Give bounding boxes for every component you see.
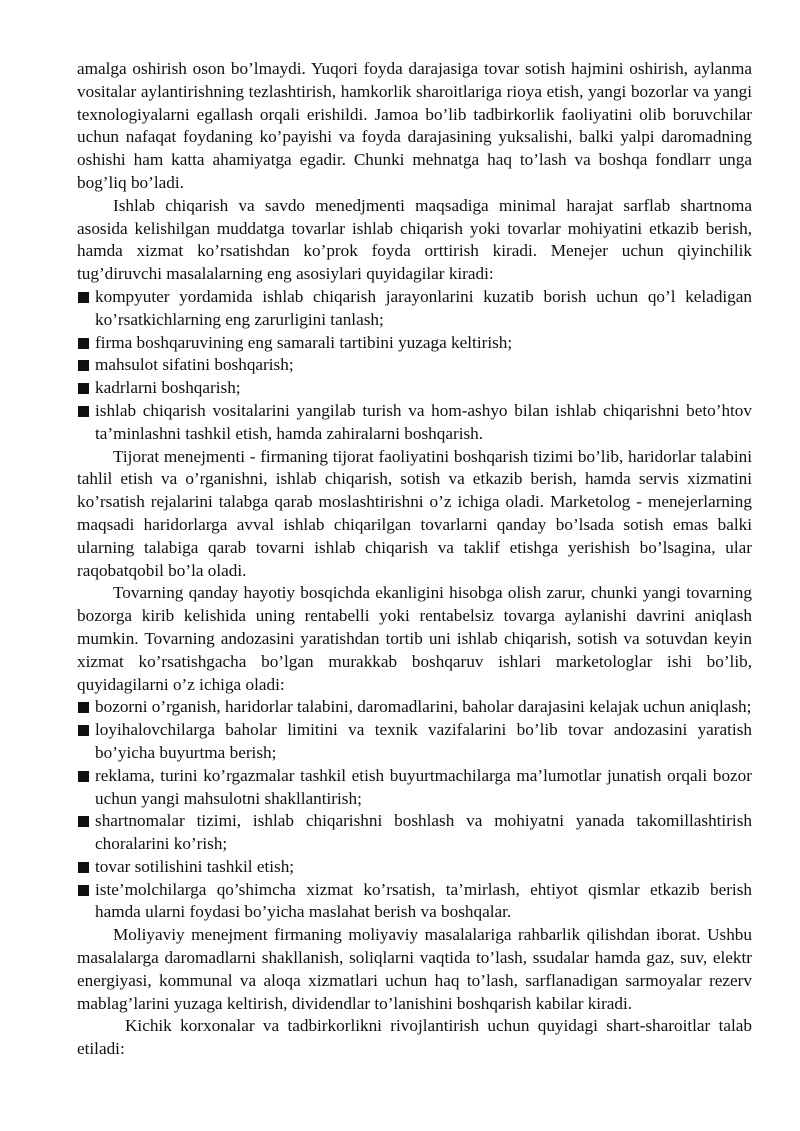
list-item: kadrlarni boshqarish; [77,377,752,400]
document-page [77,58,752,1061]
paragraph-1: amalga oshirish oson bo’lmaydi. Yuqori foyda darajasiga tovar sotish hajmini oshirish, aylanma vositalar aylantirishning tezlashtirish, hamkorlik sharoitlariga rioya etish, yangi bozorlar va yangi texnologiyalarni egallash orqali erishildi. Jamoa bo’lib tadbirkorlik faoliyatini olib boruvchilar uchun nafaqat foydaning ko’payishi va foyda darajasining yuksalishi, balki yalpi daromadning oshishi ham katta ahamiyatga egadir. Chunki mehnatga haq to’lash va boshqa fondlarr unga bog’liq bo’ladi. [77,59,752,192]
list-item: reklama, turini ko’rgazmalar tashkil etish buyurtmachilarga ma’lumotlar junatish orqali bozor uchun yangi mahsulotni shakllantirish; [77,765,752,811]
list-item: kompyuter yordamida ishlab chiqarish jarayonlarini kuzatib borish uchun qo’l keladigan ko’rsatkichlarning eng zarurligini tanlash; [77,286,752,332]
square-bullet-icon [78,885,89,896]
list-item: firma boshqaruvining eng samarali tartibini yuzaga keltirish; [77,332,752,355]
square-bullet-icon [78,862,89,873]
paragraph-6: Kichik korxonalar va tadbirkorlikni rivojlantirish uchun quyidagi shart-sharoitlar talab etiladi: [77,1016,752,1059]
list-item: loyihalovchilarga baholar limitini va texnik vazifalarini bo’lib tovar andozasini yaratish bo’yicha buyurtma berish; [77,719,752,765]
paragraph-2: Ishlab chiqarish va savdo menedjmenti maqsadiga minimal harajat sarflab shartnoma asosida kelishilgan muddatga tovarlar ishlab chiqarish yoki tovarlar mohiyatini etkazib berish, hamda xizmat ko’rsatishdan ko’prok foyda orttirish kiradi. Menejer uchun qiyinchilik tug’diruvchi masalalarning eng asosiylari quyidagilar kiradi: [77,195,752,284]
bullet-list-1 [77,286,752,446]
list-item: tovar sotilishini tashkil etish; [77,856,752,879]
paragraph-5: Moliyaviy menejment firmaning moliyaviy masalalariga rahbarlik qilishdan iborat. Ushbu masalalarga daromadlarni shakllanish, soliqlarni vaqtida to’lash, ssudalar hamda gaz, suv, elektr energiyasi, kommunal va aloqa xizmatlari uchun haq to’lash, sarflanadigan sarmoyalar rezerv mablag’larini yuzaga keltirish, dividendlar to’lanishini boshqarish kabilar kiradi. [77,925,752,1013]
square-bullet-icon [78,725,89,736]
paragraph-4: Tovarning qanday hayotiy bosqichda ekanligini hisobga olish zarur, chunki yangi tovarning bozorga kirib kelishida uning rentabelli yoki rentabelsiz tovarga aylanishi davrini aniqlash mumkin. Tovarning andozasini yaratishdan tortib uni ishlab chiqarish, sotish va sotuvdan keyin xizmat ko’rsatishgacha bo’lgan murakkab boshqaruv ishlari marketologlar ishi bo’lib, quyidagilarni o’z ichiga oladi: [77,583,752,694]
square-bullet-icon [78,816,89,827]
list-item: ishlab chiqarish vositalarini yangilab turish va hom-ashyo bilan ishlab chiqarishni beto’htov ta’minlashni tashkil etish, hamda zahiralarni boshqarish. [77,400,752,446]
square-bullet-icon [78,338,89,349]
list-item: mahsulot sifatini boshqarish; [77,354,752,377]
list-item: bozorni o’rganish, haridorlar talabini, daromadlarini, baholar darajasini kelajak uchun aniqlash; [77,696,752,719]
bullet-list-2 [77,696,752,924]
square-bullet-icon [78,406,89,417]
list-item: iste’molchilarga qo’shimcha xizmat ko’rsatish, ta’mirlash, ehtiyot qismlar etkazib berish hamda ularni foydasi bo’yicha maslahat berish va boshqalar. [77,879,752,925]
square-bullet-icon [78,383,89,394]
square-bullet-icon [78,771,89,782]
square-bullet-icon [78,702,89,713]
list-item: shartnomalar tizimi, ishlab chiqarishni boshlash va mohiyatni yanada takomillashtirish choralarini ko’rish; [77,810,752,856]
square-bullet-icon [78,292,89,303]
square-bullet-icon [78,360,89,371]
paragraph-3: Tijorat menejmenti - firmaning tijorat faoliyatini boshqarish tizimi bo’lib, haridorlar talabini tahlil etish va o’rganishni, ishlab chiqarish, sotish va etkazib berish, hamda servis xizmatini ko’rsatish rejalarini talabga qarab moslashtirishni o’z ichiga oladi. Marketolog - menejerlarning maqsadi haridorlarga avval ishlab chiqarilgan tovarlarni qanday bo’lsada sotish emas balki ularning talabiga qarab tovarni ishlab chiqarish va taklif etishga yerishish bo’lsagina, ular raqobatqobil bo’la oladi. [77,446,752,580]
